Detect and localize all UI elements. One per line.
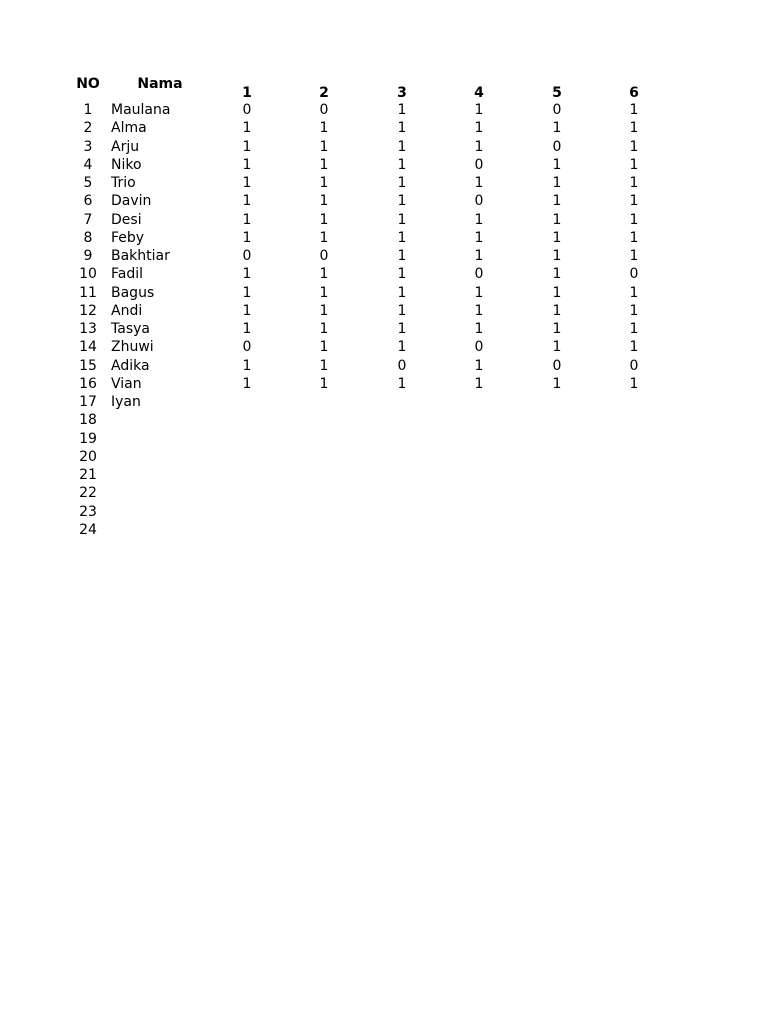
student-name: Feby — [111, 229, 145, 246]
score-cell-q5: 0 — [552, 357, 562, 374]
row-number: 13 — [79, 321, 97, 337]
student-name: Fadil — [111, 266, 144, 283]
student-name: Trio — [111, 175, 136, 191]
score-cell-q3: 1 — [397, 193, 407, 210]
row-number: 20 — [79, 448, 97, 465]
table-row — [0, 101, 768, 119]
score-cell-q4: 1 — [474, 175, 484, 191]
score-cell-q5: 1 — [552, 248, 562, 264]
score-cell-q1: 1 — [242, 211, 252, 228]
score-cell-q5: 1 — [552, 284, 562, 301]
table-row — [0, 320, 768, 338]
score-cell-q6: 1 — [629, 156, 639, 173]
header-nama: Nama — [137, 76, 183, 92]
score-cell-q5: 1 — [552, 302, 562, 319]
score-cell-q1: 1 — [242, 229, 252, 246]
row-number: 6 — [83, 193, 93, 210]
score-cell-q4: 1 — [474, 229, 484, 246]
row-number: 24 — [79, 521, 97, 538]
score-cell-q4: 1 — [474, 357, 484, 374]
header-question-2: 2 — [319, 85, 329, 101]
score-cell-q2: 1 — [319, 321, 329, 337]
score-cell-q4: 1 — [474, 211, 484, 228]
score-cell-q6: 1 — [629, 375, 639, 392]
score-cell-q5: 1 — [552, 193, 562, 210]
score-cell-q3: 1 — [397, 248, 407, 264]
score-cell-q3: 1 — [397, 156, 407, 173]
row-number: 9 — [83, 248, 93, 264]
score-cell-q1: 1 — [242, 321, 252, 337]
row-number: 21 — [79, 467, 97, 483]
score-cell-q6: 1 — [629, 302, 639, 319]
table-row — [0, 430, 768, 448]
score-cell-q4: 1 — [474, 138, 484, 155]
score-cell-q4: 0 — [474, 266, 484, 283]
score-cell-q6: 1 — [629, 138, 639, 155]
score-cell-q2: 0 — [319, 102, 329, 118]
student-name: Davin — [111, 193, 152, 210]
score-cell-q6: 1 — [629, 284, 639, 301]
row-number: 8 — [83, 229, 93, 246]
header-question-3: 3 — [397, 85, 407, 101]
score-cell-q6: 1 — [629, 339, 639, 356]
table-row — [0, 357, 768, 375]
score-cell-q6: 1 — [629, 175, 639, 191]
table-row — [0, 302, 768, 320]
score-cell-q1: 1 — [242, 193, 252, 210]
student-name: Tasya — [111, 321, 150, 337]
score-cell-q3: 1 — [397, 211, 407, 228]
score-cell-q3: 1 — [397, 120, 407, 137]
score-cell-q5: 1 — [552, 375, 562, 392]
score-cell-q6: 1 — [629, 193, 639, 210]
header-no: NO — [76, 76, 100, 92]
score-cell-q1: 1 — [242, 266, 252, 283]
table-row — [0, 466, 768, 484]
header-question-1: 1 — [242, 85, 252, 101]
row-number: 11 — [79, 284, 97, 301]
score-cell-q1: 0 — [242, 248, 252, 264]
score-cell-q3: 1 — [397, 229, 407, 246]
student-name: Alma — [111, 120, 147, 137]
score-cell-q2: 1 — [319, 211, 329, 228]
score-cell-q2: 1 — [319, 357, 329, 374]
score-cell-q4: 1 — [474, 102, 484, 118]
header-question-4: 4 — [474, 85, 484, 101]
table-row — [0, 503, 768, 521]
score-cell-q1: 1 — [242, 284, 252, 301]
score-cell-q1: 1 — [242, 175, 252, 191]
score-cell-q5: 1 — [552, 120, 562, 137]
student-name: Adika — [111, 357, 150, 374]
score-cell-q2: 1 — [319, 229, 329, 246]
score-cell-q5: 0 — [552, 138, 562, 155]
score-cell-q5: 1 — [552, 266, 562, 283]
student-name: Arju — [111, 138, 140, 155]
student-name: Desi — [111, 211, 142, 228]
score-cell-q2: 1 — [319, 266, 329, 283]
score-cell-q6: 1 — [629, 120, 639, 137]
score-cell-q4: 1 — [474, 120, 484, 137]
table-row — [0, 521, 768, 539]
score-cell-q3: 1 — [397, 102, 407, 118]
score-cell-q4: 0 — [474, 156, 484, 173]
score-cell-q4: 1 — [474, 302, 484, 319]
score-cell-q1: 1 — [242, 375, 252, 392]
student-name: Vian — [111, 375, 142, 392]
row-number: 3 — [83, 138, 93, 155]
score-cell-q5: 0 — [552, 102, 562, 118]
student-name: Bagus — [111, 284, 155, 301]
table-row — [0, 119, 768, 137]
score-cell-q2: 1 — [319, 302, 329, 319]
score-cell-q2: 1 — [319, 339, 329, 356]
score-cell-q6: 1 — [629, 102, 639, 118]
table-row — [0, 138, 768, 156]
student-name: Niko — [111, 156, 142, 173]
score-cell-q3: 0 — [397, 357, 407, 374]
score-cell-q4: 0 — [474, 339, 484, 356]
table-row — [0, 284, 768, 302]
score-cell-q3: 1 — [397, 321, 407, 337]
student-name: Bakhtiar — [111, 248, 170, 264]
score-cell-q5: 1 — [552, 211, 562, 228]
table-row — [0, 484, 768, 502]
score-cell-q3: 1 — [397, 266, 407, 283]
score-cell-q6: 1 — [629, 229, 639, 246]
score-cell-q2: 1 — [319, 120, 329, 137]
table-row — [0, 375, 768, 393]
score-cell-q4: 1 — [474, 321, 484, 337]
row-number: 23 — [79, 503, 97, 520]
row-number: 5 — [83, 175, 93, 191]
score-cell-q5: 1 — [552, 229, 562, 246]
score-cell-q3: 1 — [397, 302, 407, 319]
score-cell-q1: 1 — [242, 302, 252, 319]
score-cell-q1: 1 — [242, 138, 252, 155]
score-cell-q3: 1 — [397, 138, 407, 155]
score-cell-q2: 1 — [319, 138, 329, 155]
student-name: Maulana — [111, 102, 171, 118]
score-cell-q2: 1 — [319, 284, 329, 301]
score-cell-q2: 1 — [319, 175, 329, 191]
score-cell-q4: 1 — [474, 284, 484, 301]
table-row — [0, 411, 768, 429]
table-row — [0, 174, 768, 192]
row-number: 19 — [79, 430, 97, 447]
table-row — [0, 229, 768, 247]
score-cell-q2: 0 — [319, 248, 329, 264]
score-cell-q6: 0 — [629, 266, 639, 283]
table-row — [0, 247, 768, 265]
score-cell-q2: 1 — [319, 193, 329, 210]
student-name: Andi — [111, 302, 143, 319]
table-row — [0, 448, 768, 466]
score-cell-q1: 1 — [242, 120, 252, 137]
row-number: 15 — [79, 357, 97, 374]
student-name: Iyan — [111, 394, 141, 410]
row-number: 18 — [79, 412, 97, 429]
score-cell-q6: 1 — [629, 321, 639, 337]
score-cell-q5: 1 — [552, 321, 562, 337]
score-cell-q1: 0 — [242, 339, 252, 356]
score-cell-q4: 1 — [474, 248, 484, 264]
row-number: 4 — [83, 156, 93, 173]
header-question-5: 5 — [552, 85, 562, 101]
table-row — [0, 156, 768, 174]
table-row — [0, 265, 768, 283]
row-number: 1 — [83, 102, 93, 118]
score-cell-q6: 1 — [629, 248, 639, 264]
score-cell-q1: 1 — [242, 156, 252, 173]
score-cell-q5: 1 — [552, 339, 562, 356]
score-cell-q1: 1 — [242, 357, 252, 374]
score-cell-q5: 1 — [552, 175, 562, 191]
score-cell-q2: 1 — [319, 156, 329, 173]
row-number: 17 — [79, 394, 97, 410]
student-name: Zhuwi — [111, 339, 154, 356]
score-cell-q3: 1 — [397, 175, 407, 191]
row-number: 12 — [79, 302, 97, 319]
score-cell-q6: 1 — [629, 211, 639, 228]
header-question-6: 6 — [629, 85, 639, 101]
score-cell-q3: 1 — [397, 284, 407, 301]
score-cell-q6: 0 — [629, 357, 639, 374]
row-number: 2 — [83, 120, 93, 137]
score-cell-q4: 1 — [474, 375, 484, 392]
row-number: 16 — [79, 375, 97, 392]
score-cell-q1: 0 — [242, 102, 252, 118]
score-cell-q3: 1 — [397, 375, 407, 392]
score-cell-q5: 1 — [552, 156, 562, 173]
table-row — [0, 393, 768, 411]
score-cell-q2: 1 — [319, 375, 329, 392]
score-cell-q4: 0 — [474, 193, 484, 210]
table-row — [0, 211, 768, 229]
table-row — [0, 192, 768, 210]
row-number: 7 — [83, 211, 93, 228]
score-cell-q3: 1 — [397, 339, 407, 356]
row-number: 10 — [79, 266, 97, 283]
row-number: 22 — [79, 485, 97, 502]
row-number: 14 — [79, 339, 97, 356]
table-row — [0, 338, 768, 356]
